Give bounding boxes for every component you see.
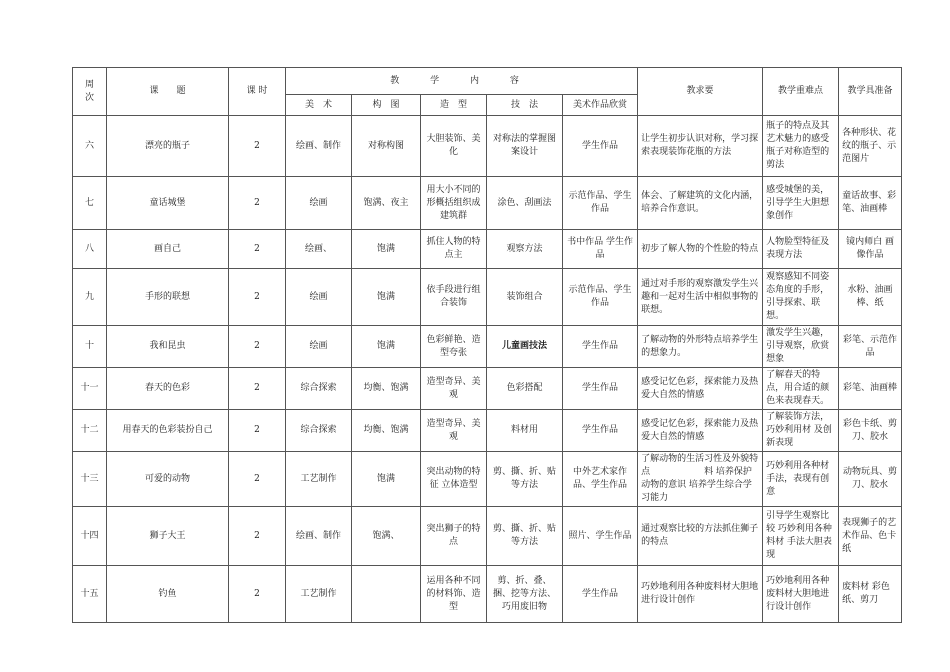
- keypoints-cell: 巧妙地利用各种废料材大胆地进行设计创作: [763, 566, 839, 623]
- week-cell: 六: [73, 116, 107, 177]
- requirements-cell: 了解动物的外形特点培养学生的想象力。: [638, 326, 763, 368]
- table-row: [73, 368, 902, 410]
- week-cell: 十二: [73, 410, 107, 452]
- requirements-cell: 体会、了解建筑的文化内涵，培养合作意识。: [638, 177, 763, 230]
- art-cell: 绘画、制作: [286, 116, 352, 177]
- table-row: [73, 452, 902, 507]
- topic-cell: 用春天的色彩装扮自己: [107, 410, 229, 452]
- week-cell: 八: [73, 230, 107, 269]
- week-cell: 十五: [73, 566, 107, 623]
- hours-cell: 2: [229, 566, 286, 623]
- requirements-cell: 初步了解人物的个性脸的特点: [638, 230, 763, 269]
- keypoints-cell: 人物脸型特征及表现方法: [763, 230, 839, 269]
- header-composition: 构 图: [352, 95, 421, 116]
- keypoints-cell: 激发学生兴趣，引导观察，欣赏想象: [763, 326, 839, 368]
- table-row: [73, 566, 902, 623]
- week-cell: 十: [73, 326, 107, 368]
- art-cell: 工艺制作: [286, 566, 352, 623]
- week-cell: 九: [73, 269, 107, 326]
- header-week: 周 次: [73, 68, 107, 116]
- hours-cell: 2: [229, 410, 286, 452]
- hours-cell: 2: [229, 326, 286, 368]
- technique-cell: 色彩搭配: [487, 368, 563, 410]
- table-row: [73, 269, 902, 326]
- topic-cell: 童话城堡: [107, 177, 229, 230]
- art-cell: 绘画: [286, 177, 352, 230]
- art-cell: 绘画、: [286, 230, 352, 269]
- materials-cell: 童话故事、彩笔、油画棒: [839, 177, 902, 230]
- table-row: [73, 410, 902, 452]
- materials-cell: 镜内师白 画像作品: [839, 230, 902, 269]
- technique-cell: 剪、折、叠、捆、挖等方法、巧用废旧物: [487, 566, 563, 623]
- composition-cell: 饱满: [352, 326, 421, 368]
- header-hours: 课 时: [229, 68, 286, 116]
- week-cell: 十四: [73, 507, 107, 566]
- materials-cell: 各种形状、花纹的瓶子、示范图片: [839, 116, 902, 177]
- composition-cell: 饱满: [352, 269, 421, 326]
- topic-cell: 狮子大王: [107, 507, 229, 566]
- requirements-cell: 让学生初步认识对称，学习探索表现装饰花瓶的方法: [638, 116, 763, 177]
- materials-cell: 动物玩具、剪刀、胶水: [839, 452, 902, 507]
- art-cell: 工艺制作: [286, 452, 352, 507]
- topic-cell: 漂亮的瓶子: [107, 116, 229, 177]
- shaping-cell: 色彩鲜艳、造型夸张: [421, 326, 487, 368]
- hours-cell: 2: [229, 368, 286, 410]
- shaping-cell: 造型奇异、美观: [421, 410, 487, 452]
- technique-cell: 装饰组合: [487, 269, 563, 326]
- appreciation-cell: 学生作品: [563, 116, 638, 177]
- topic-cell: 画自己: [107, 230, 229, 269]
- shaping-cell: 依手段进行组合装饰: [421, 269, 487, 326]
- requirements-cell: 感受记忆色彩，探索能力及热爱大自然的情感: [638, 410, 763, 452]
- appreciation-cell: 书中作品 学生作品: [563, 230, 638, 269]
- appreciation-cell: 示范作品、学生作品: [563, 177, 638, 230]
- composition-cell: 饱满: [352, 452, 421, 507]
- technique-cell: 剪、撕、折、贴等方法: [487, 507, 563, 566]
- appreciation-cell: 学生作品: [563, 410, 638, 452]
- keypoints-cell: 了解装饰方法，巧妙利用材 及创新表现: [763, 410, 839, 452]
- requirements-cell: 了解动物的生活习性及外貌特点 料 培养保护动物的意识 培养学生综合学习能力: [638, 452, 763, 507]
- keypoints-cell: 观察感知不同姿态角度的手形，引导探索、联想。: [763, 269, 839, 326]
- week-cell: 十三: [73, 452, 107, 507]
- keypoints-cell: 瓶子的特点及其艺术魅力的感受 瓶子对称造型的剪法: [763, 116, 839, 177]
- header-materials: 教学具准备: [839, 68, 902, 116]
- composition-cell: 均衡、饱满: [352, 410, 421, 452]
- header-shaping: 造 型: [421, 95, 487, 116]
- technique-cell: 剪、撕、折、贴等方法: [487, 452, 563, 507]
- shaping-cell: 造型奇异、美观: [421, 368, 487, 410]
- requirements-cell: 感受记忆色彩，探索能力及热爱大自然的情感: [638, 368, 763, 410]
- appreciation-cell: 学生作品: [563, 368, 638, 410]
- hours-cell: 2: [229, 177, 286, 230]
- appreciation-cell: 中外艺术家作品、学生作品: [563, 452, 638, 507]
- composition-cell: 均衡、饱满: [352, 368, 421, 410]
- materials-cell: 彩色卡纸、剪刀、胶水: [839, 410, 902, 452]
- shaping-cell: 抓住人物的特点主: [421, 230, 487, 269]
- composition-cell: 饱满: [352, 230, 421, 269]
- hours-cell: 2: [229, 116, 286, 177]
- shaping-cell: 突出狮子的特点: [421, 507, 487, 566]
- topic-cell: 春天的色彩: [107, 368, 229, 410]
- appreciation-cell: 照片、学生作品: [563, 507, 638, 566]
- composition-cell: 饱满、: [352, 507, 421, 566]
- technique-cell: 观察方法: [487, 230, 563, 269]
- composition-cell: 饱满、夜主: [352, 177, 421, 230]
- composition-cell: 对称构图: [352, 116, 421, 177]
- hours-cell: 2: [229, 269, 286, 326]
- header-row-1: [73, 68, 902, 95]
- appreciation-cell: 学生作品: [563, 566, 638, 623]
- requirements-cell: 巧妙地利用各种废料材大胆地进行设计创作: [638, 566, 763, 623]
- table-row: [73, 230, 902, 269]
- header-keypoints: 教学重难点: [763, 68, 839, 116]
- art-cell: 绘画: [286, 326, 352, 368]
- header-topic: 课 题: [107, 68, 229, 116]
- technique-cell: 儿童画技法: [487, 326, 563, 368]
- header-technique: 技 法: [487, 95, 563, 116]
- keypoints-cell: 引导学生观察比较 巧妙利用各种料材 手法大胆表现: [763, 507, 839, 566]
- materials-cell: 水粉、油画棒、纸: [839, 269, 902, 326]
- requirements-cell: 通过对手形的观察激发学生兴趣和一起对生活中相似事物的联想。: [638, 269, 763, 326]
- table-row: [73, 177, 902, 230]
- header-content: 教 学 内 容: [286, 68, 638, 95]
- table-row: [73, 507, 902, 566]
- header-art: 美 术: [286, 95, 352, 116]
- keypoints-cell: 了解春天的特点，用合适的颜色来表现春天。: [763, 368, 839, 410]
- materials-cell: 彩笔、示范作品: [839, 326, 902, 368]
- keypoints-cell: 感受城堡的美，引导学生大胆想象创作: [763, 177, 839, 230]
- table-row: [73, 116, 902, 177]
- hours-cell: 2: [229, 230, 286, 269]
- topic-cell: 可爱的动物: [107, 452, 229, 507]
- art-cell: 综合探索: [286, 368, 352, 410]
- technique-cell: 对称法的掌握图案设计: [487, 116, 563, 177]
- week-cell: 七: [73, 177, 107, 230]
- hours-cell: 2: [229, 507, 286, 566]
- technique-cell: 涂色、刮画法: [487, 177, 563, 230]
- art-cell: 综合探索: [286, 410, 352, 452]
- shaping-cell: 大胆装饰、美化: [421, 116, 487, 177]
- materials-cell: 表现狮子的艺术作品、色卡纸: [839, 507, 902, 566]
- composition-cell: [352, 566, 421, 623]
- appreciation-cell: 示范作品、学生作品: [563, 269, 638, 326]
- materials-cell: 废料材 彩色纸、剪刀: [839, 566, 902, 623]
- shaping-cell: 运用各种不同的材料饰、造型: [421, 566, 487, 623]
- header-appreciation: 美术作品欣赏: [563, 95, 638, 116]
- keypoints-cell: 巧妙利用各种材 手法，表现有创意: [763, 452, 839, 507]
- topic-cell: 我和昆虫: [107, 326, 229, 368]
- table-row: [73, 326, 902, 368]
- materials-cell: 彩笔、油画棒: [839, 368, 902, 410]
- topic-cell: 钓鱼: [107, 566, 229, 623]
- appreciation-cell: 学生作品: [563, 326, 638, 368]
- art-cell: 绘画、制作: [286, 507, 352, 566]
- header-requirements: 教求要: [638, 68, 763, 116]
- art-cell: 绘画: [286, 269, 352, 326]
- shaping-cell: 突出动物的特征 立体造型: [421, 452, 487, 507]
- shaping-cell: 用大小不同的形概括组织成建筑群: [421, 177, 487, 230]
- curriculum-table: [72, 67, 902, 623]
- requirements-cell: 通过观察比较的方法抓住狮子的特点: [638, 507, 763, 566]
- week-cell: 十一: [73, 368, 107, 410]
- technique-cell: 料材用: [487, 410, 563, 452]
- topic-cell: 手形的联想: [107, 269, 229, 326]
- hours-cell: 2: [229, 452, 286, 507]
